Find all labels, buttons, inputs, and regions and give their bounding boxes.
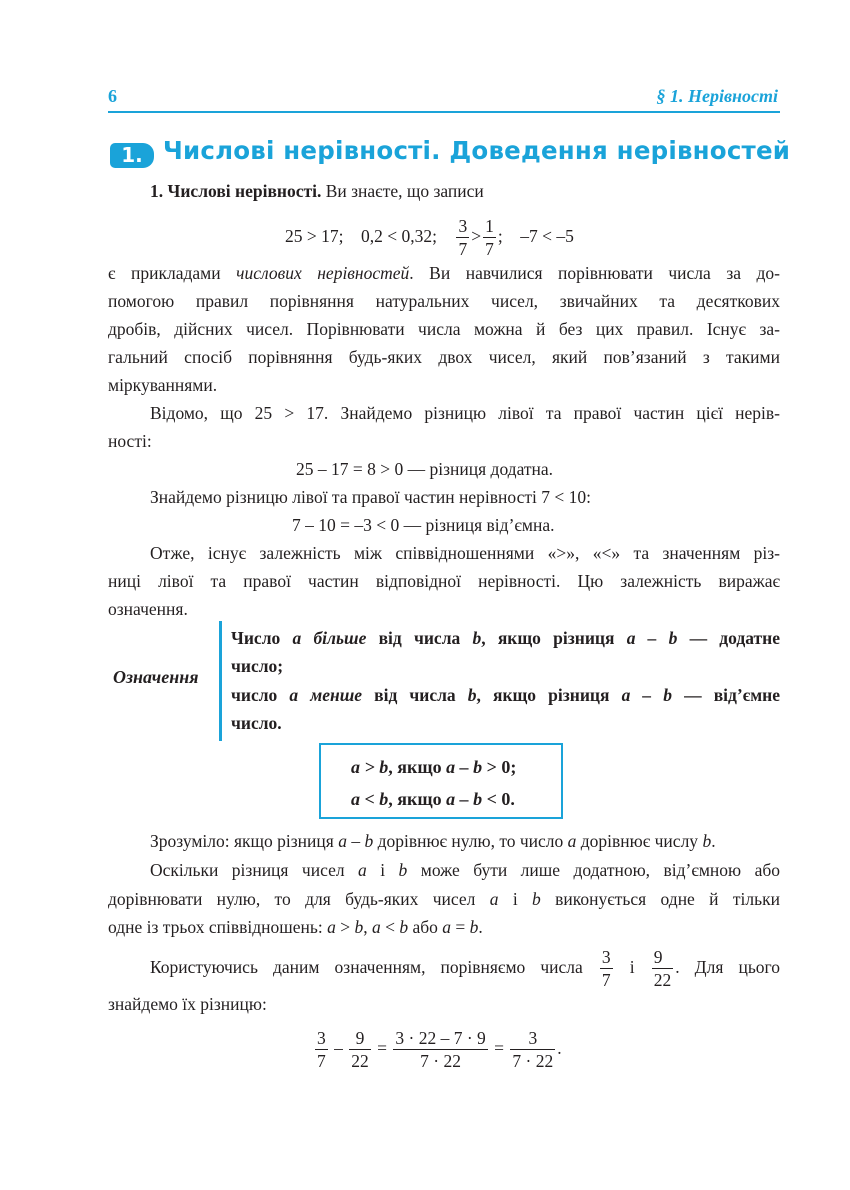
para1-line4: гальний спосіб порівняння будь-яких двох чисел, який пов’язаний з такими [108,347,780,367]
para5-line1: Оскільки різниця чисел a і b може бути лише додатною, від’ємною або [150,860,780,880]
para5-line3: одне із трьох співвідношень: a > b, a < b або a = b. [108,917,483,937]
definition-label: Означення [113,667,199,687]
para2-line1: Відомо, що 25 > 17. Знайдемо різницю лівої та правої частин цієї нерів- [150,403,780,423]
section-title: Числові нерівності. Доведення нерівностей [163,136,791,165]
para1-line1: є прикладами числових нерівностей. Ви навчилися порівнювати числа за до- [108,263,780,283]
fraction-3-7-inline: $\frac{3}{7}$ [601,947,611,991]
definition-bar [219,621,222,741]
definition-line3: число a менше від числа b, якщо різниця a – b — від’ємне [231,685,781,705]
equals-sign-2: = [494,1038,505,1058]
para1-line5: міркуваннями. [108,375,218,395]
para6-line2: знайдемо їх різницю: [108,994,267,1014]
rule-greater: a > b, якщо a – b > 0; [351,757,517,777]
page-number: 6 [108,86,117,106]
example-4: –7 < –5 [520,226,574,246]
minus-sign: – [334,1038,343,1058]
para1-line3: дробів, дійсних чисел. Порівнювати числа можна й без цих правил. Існує за- [108,319,780,339]
subsection-heading: 1. Числові нерівності. [150,181,322,201]
example-1: 25 > 17; [285,226,344,246]
definition-line2: число; [231,656,284,676]
running-header: § 1. Нерівності [656,86,778,106]
intro-text: Ви знаєте, що записи [321,181,484,201]
para3-line1: Отже, існує залежність між співвідношеннями «>», «<» та значенням різ- [150,543,780,563]
para3-line3: означення. [108,599,188,619]
fraction-1-7: $\frac{1}{7}$ [485,216,494,260]
formula-positive-difference: 25 – 17 = 8 > 0 — різниця додатна. [296,459,554,479]
formula-period: . [557,1038,562,1058]
fraction-3-7: $\frac{3}{7}$ [458,216,468,260]
para2-line3: Знайдемо різницю лівої та правої частин нерівності 7 < 10: [150,487,591,507]
para3-line2: ниці лівої та правої частин відповідної нерівності. Цю залежність виражає [108,571,780,591]
formula-frac-result: $\frac{3}{7 \cdot 22}$ [512,1028,554,1072]
header-divider [108,111,780,113]
para2-line2: ності: [108,431,152,451]
section-number-badge: 1. [110,143,154,168]
definition-line4: число. [231,713,282,733]
equals-sign-1: = [377,1038,387,1058]
para6-line1: Користуючись даним означенням, порівняємо числа $\frac{3}{7}$ і $\frac{9}{22}$ . Для цього [150,947,781,991]
semicolon: ; [497,226,503,246]
formula-frac-3-7: $\frac{3}{7}$ [317,1028,326,1072]
example-2: 0,2 < 0,32; [360,226,437,246]
gt-sign: > [471,226,482,246]
para4-line: Зрозуміло: якщо різниця a – b дорівнює нулю, то число a дорівнює числу b. [150,831,716,851]
rule-box [319,743,563,819]
formula-frac-combined: $\frac{3 \cdot 22 - 7 \cdot 9}{7 \cdot 22}$ [395,1028,486,1072]
formula-frac-9-22: $\frac{9}{22}$ [351,1028,369,1072]
examples-line [285,213,574,260]
para5-line2: дорівнювати нулю, то для будь-яких чисел a і b виконується одне й тільки [108,889,780,909]
fraction-9-22-inline: $\frac{9}{22}$ [653,947,672,991]
formula-negative-difference: 7 – 10 = –3 < 0 — різниця від’ємна. [292,515,555,535]
definition-line1: Число a більше від числа b, якщо різниця a – b — додатне [231,628,781,648]
rule-less: a < b, якщо a – b < 0. [351,789,515,809]
para1-line2: помогою правил порівняння натуральних чисел, звичайних та десяткових [108,291,780,311]
subsection-intro [150,177,484,205]
difference-formula [313,1025,562,1072]
